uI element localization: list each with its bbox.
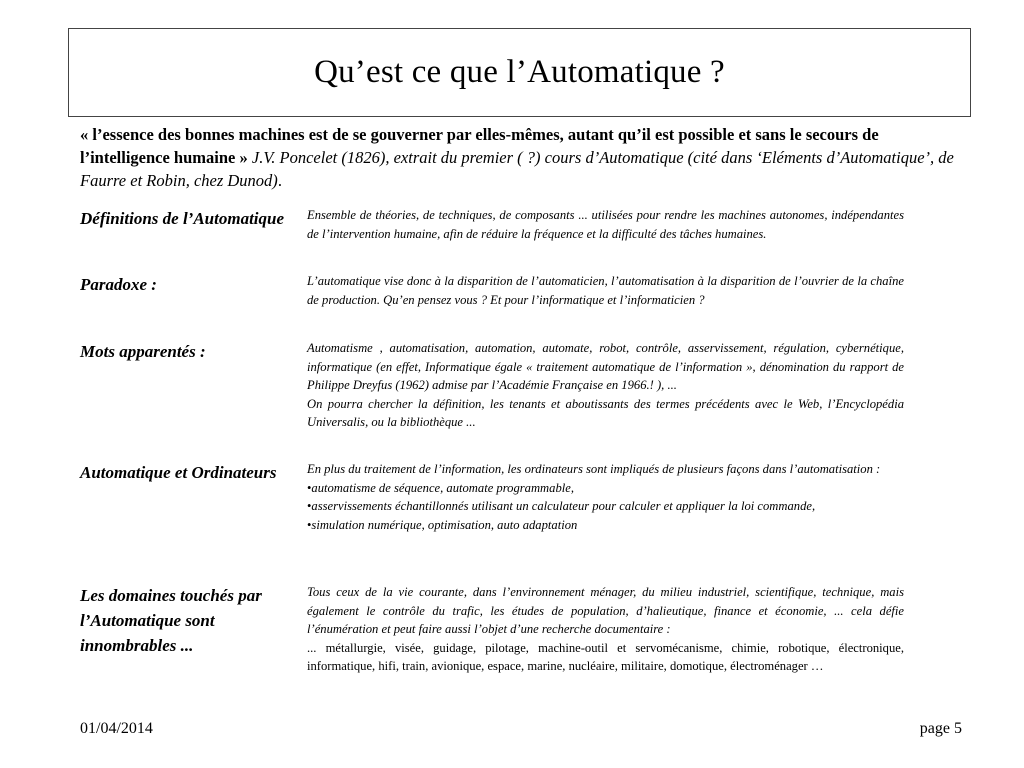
title-box <box>68 28 971 117</box>
description-line: ... métallurgie, visée, guidage, pilotage, machine-outil et servomécanisme, chimie, robotique, électronique, informatique, hifi, train, avionique, espace, marine, nucléaire, militaire, domotique, électroménager … <box>307 640 904 674</box>
row-description <box>307 206 904 243</box>
row-label: Paradoxe : <box>80 275 157 294</box>
page-number: page 5 <box>919 720 962 737</box>
description-line: Tous ceux de la vie courante, dans l’environnement ménager, du milieu industriel, scientifique, technique, mais également le contrôle du trafic, les études de population, d’halieutique, finance et économie, ... cela défie l’énumération et peut faire aussi l’objet d’une recherche documentaire : <box>307 585 904 637</box>
description-line: L’automatique vise donc à la disparition de l’automaticien, l’automatisation à la disparition de l’ouvrier de la chaîne de production. Qu’en pensez vous ? Et pour l’informatique et l’informaticien ? <box>307 274 904 307</box>
description-line: Ensemble de théories, de techniques, de composants ... utilisées pour rendre les machines autonomes, indépendantes de l’intervention humaine, afin de réduire la fréquence et la difficulté des tâches humaines. <box>307 208 904 241</box>
row-description <box>307 583 904 676</box>
footer-date: 01/04/2014 <box>80 720 153 737</box>
bullet-item <box>307 516 904 535</box>
bullet-text: simulation numérique, optimisation, auto adaptation <box>311 517 578 532</box>
bullet-item <box>307 479 904 498</box>
quote-block <box>80 123 960 192</box>
bullet-text: asservissements échantillonnés utilisant un calculateur pour calculer et appliquer la loi commande, <box>311 499 816 514</box>
description-line: Automatisme , automatisation, automation, automate, robot, contrôle, asservissement, régulation, cybernétique, informatique (en effet, Informatique égale « traitement automatique de l’information », dénomination du rapport de Philippe Dreyfus (1962) admise par l’Académie Française en 1966.! ), ... <box>307 341 904 393</box>
quote-text: « l’essence des bonnes machines est de se gouverner par elles-mêmes, autant qu’il est possible et sans le secours de l’intelligence humaine » <box>80 125 879 167</box>
description-line: On pourra chercher la définition, les tenants et aboutissants des termes précédents avec le Web, l’Encyclopédia Universalis, ou la bibliothèque ... <box>307 396 904 430</box>
page-title: Qu’est ce que l’Automatique ? <box>314 54 725 90</box>
row-description <box>307 460 904 534</box>
quote-citation: J.V. Poncelet (1826), extrait du premier ( ?) cours d’Automatique (cité dans ‘Eléments d’Automatique’, de Faurre et Robin, chez Dunod) <box>80 148 954 190</box>
row-description <box>307 339 904 432</box>
quote-end: . <box>277 171 282 190</box>
row-label: Automatique et Ordinateurs <box>80 463 277 482</box>
bullet-text: automatisme de séquence, automate programmable, <box>311 480 574 495</box>
row-label: Mots apparentés : <box>80 342 206 361</box>
description-line: En plus du traitement de l’information, les ordinateurs sont impliqués de plusieurs façons dans l’automatisation : <box>307 462 881 476</box>
row-description <box>307 272 904 309</box>
row-label: Définitions de l’Automatique <box>80 209 285 228</box>
bullet-item <box>307 497 904 516</box>
row-label: Les domaines touchés par l’Automatique sont innombrables ... <box>80 586 262 655</box>
